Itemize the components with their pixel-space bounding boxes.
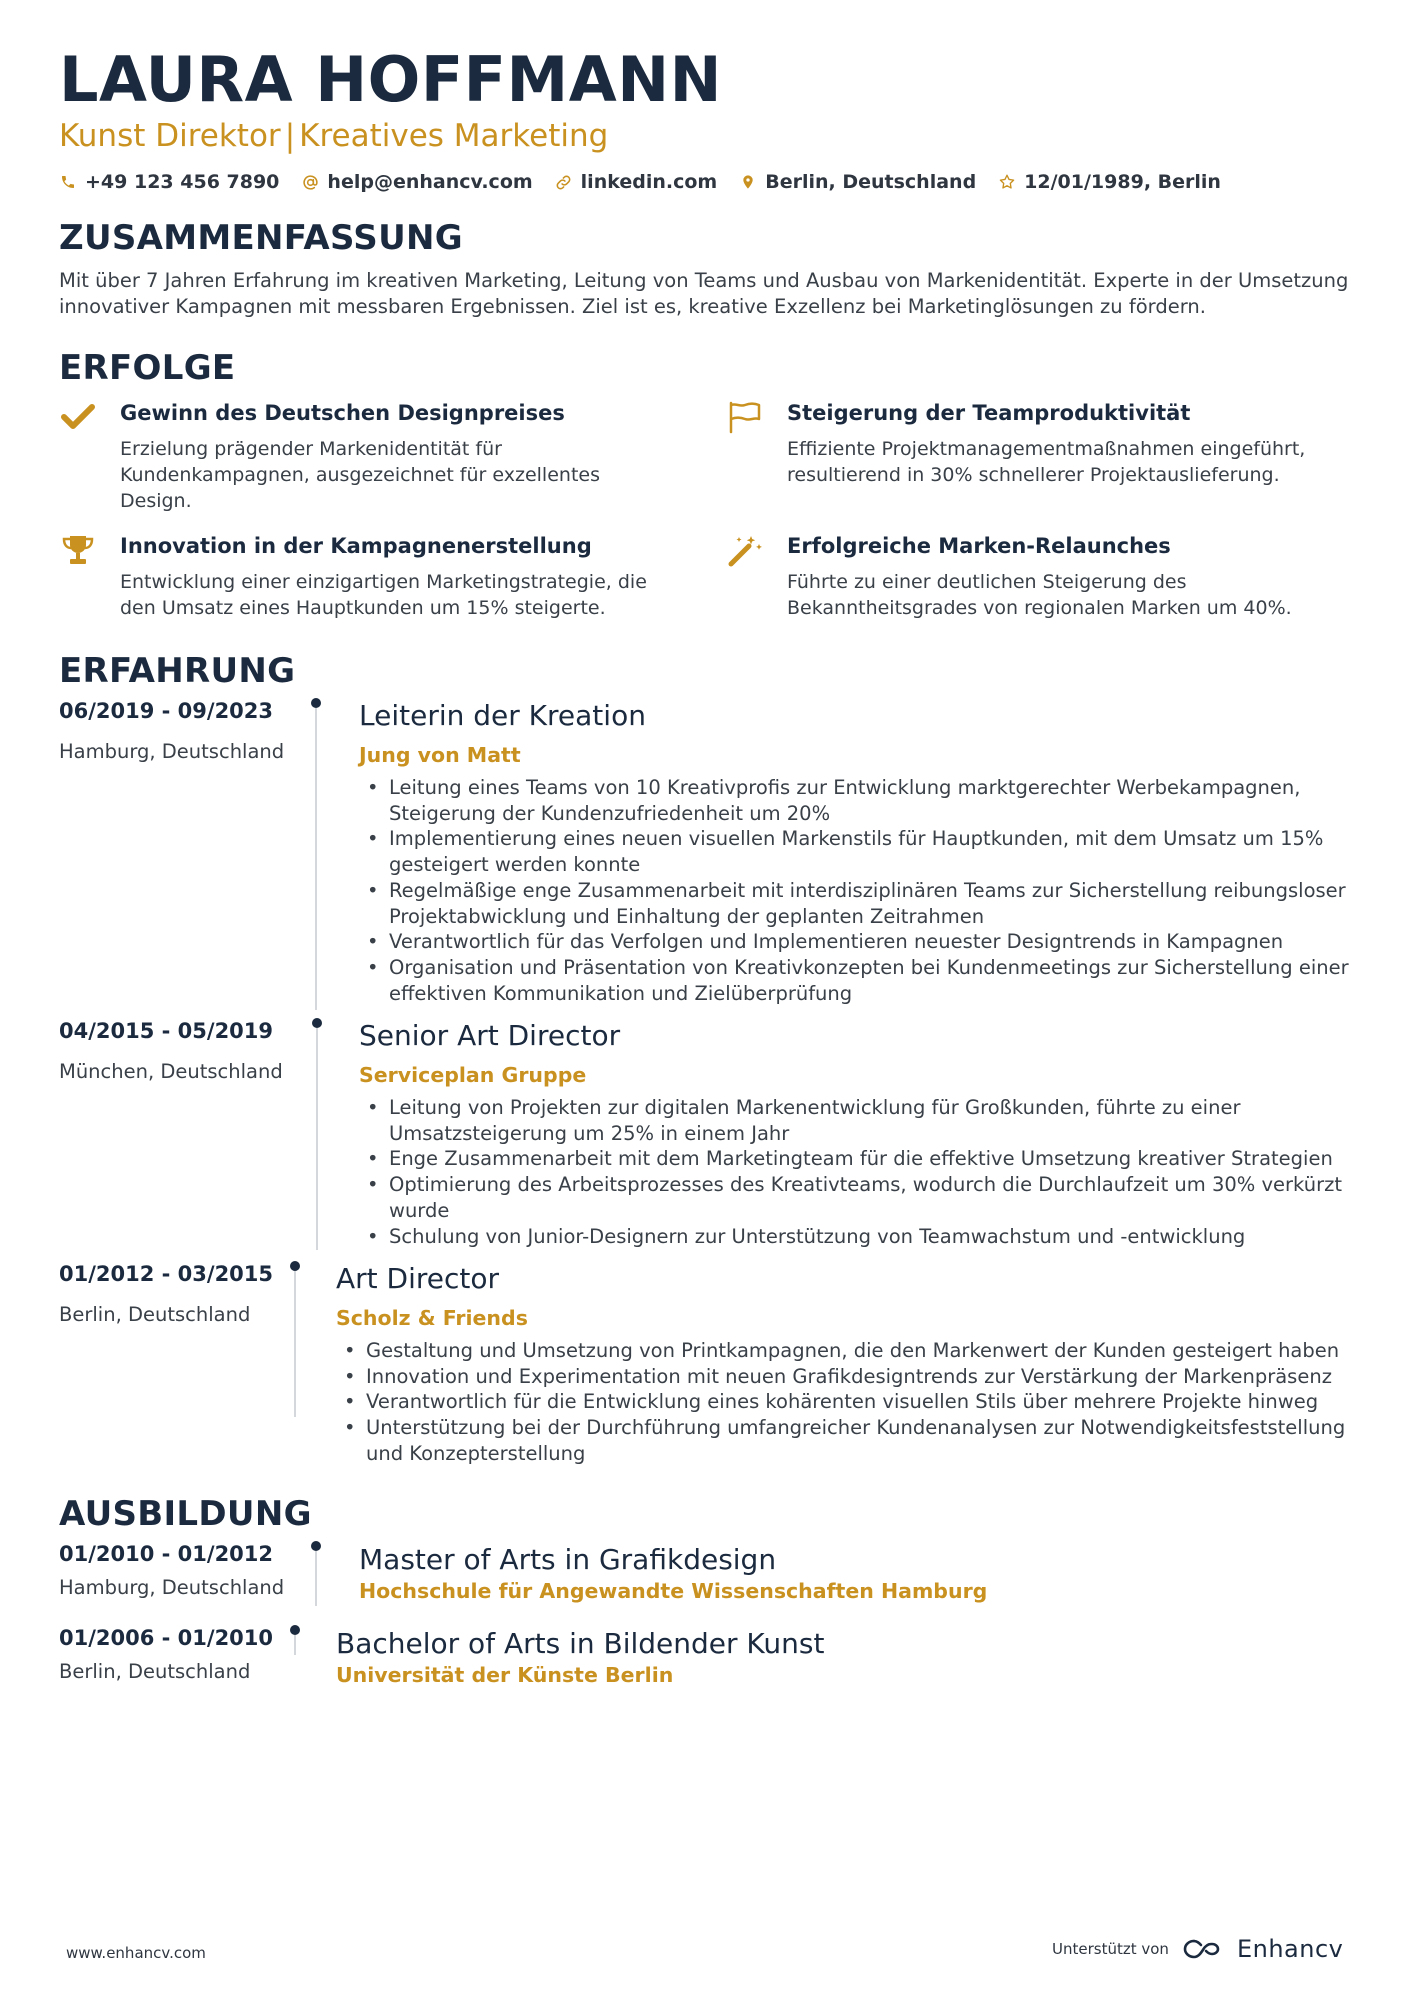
trophy-icon bbox=[60, 533, 96, 567]
footer-branding[interactable] bbox=[1052, 1935, 1343, 1963]
job-role: Art Director bbox=[336, 1262, 500, 1295]
achievement-description: Effiziente Projektmanagementmaßnahmen eingeführt, resultierend in 30% schnellerer Projektauslieferung. bbox=[787, 438, 1306, 486]
timeline-dot bbox=[290, 1625, 300, 1635]
education-school: Hochschule für Angewandte Wissenschaften Hamburg bbox=[359, 1579, 988, 1603]
timeline-line bbox=[316, 1028, 318, 1250]
timeline-dot bbox=[290, 1261, 300, 1271]
education-school: Universität der Künste Berlin bbox=[336, 1663, 674, 1687]
education-heading: AUSBILDUNG bbox=[59, 1494, 312, 1534]
job-date: 06/2019 - 09/2023 bbox=[59, 699, 274, 723]
job-bullet: • Organisation und Präsentation von Kreativkonzepten bei Kundenmeetings zur Sicherstellung einer effektiven Kommunikation und Zielüberprüfung bbox=[361, 955, 1371, 1006]
summary-text: Mit über 7 Jahren Erfahrung im kreativen Marketing, Leitung von Teams und Ausbau von Markenidentität. Experte in der Umsetzung innovativer Kampagnen mit messbaren Ergebnissen. Ziel ist es, kreative Exzellenz bei Marketinglösungen zu fördern. bbox=[59, 269, 1349, 318]
job-location: Hamburg, Deutschland bbox=[59, 740, 285, 763]
footer-powered-by: Unterstützt von bbox=[1052, 1940, 1169, 1958]
timeline-dot bbox=[312, 1018, 322, 1028]
headline-title-2: Kreatives Marketing bbox=[299, 118, 609, 154]
job-company: Scholz & Friends bbox=[336, 1306, 528, 1330]
job-bullet: • Optimierung des Arbeitsprozesses des Kreativteams, wodurch die Durchlaufzeit um 30% verkürzt wurde bbox=[361, 1172, 1371, 1223]
contact-linkedin[interactable] bbox=[555, 171, 718, 193]
job-location: Berlin, Deutschland bbox=[59, 1303, 251, 1326]
achievement-description: Führte zu einer deutlichen Steigerung des Bekanntheitsgrades von regionalen Marken um 40%. bbox=[787, 571, 1292, 619]
achievement-title: Innovation in der Kampagnenerstellung bbox=[120, 534, 592, 558]
contact-phone[interactable] bbox=[59, 171, 279, 193]
magic-wand-icon bbox=[727, 533, 763, 567]
location-pin-icon bbox=[739, 173, 757, 191]
education-location: Berlin, Deutschland bbox=[59, 1660, 251, 1683]
contact-email[interactable] bbox=[301, 171, 532, 193]
contact-phone-text: +49 123 456 7890 bbox=[85, 171, 280, 193]
link-icon bbox=[555, 173, 573, 191]
job-bullet: • Gestaltung und Umsetzung von Printkampagnen, die den Markenwert der Kunden gesteigert haben bbox=[338, 1338, 1378, 1364]
flag-icon bbox=[727, 400, 763, 434]
job-date: 04/2015 - 05/2019 bbox=[59, 1019, 274, 1043]
job-role: Leiterin der Kreation bbox=[359, 699, 646, 732]
education-date: 01/2006 - 01/2010 bbox=[59, 1626, 274, 1650]
timeline-dot bbox=[311, 698, 321, 708]
timeline-line bbox=[315, 1551, 317, 1606]
achievement-title: Gewinn des Deutschen Designpreises bbox=[120, 401, 565, 425]
timeline-line bbox=[315, 708, 317, 1010]
footer-website-link[interactable]: www.enhancv.com bbox=[66, 1944, 206, 1962]
job-location: München, Deutschland bbox=[59, 1060, 283, 1083]
job-company: Jung von Matt bbox=[359, 743, 521, 767]
candidate-name: LAURA HOFFMANN bbox=[59, 43, 722, 116]
job-bullet: • Schulung von Junior-Designern zur Unterstützung von Teamwachstum und -entwicklung bbox=[361, 1224, 1371, 1250]
achievement-description: Entwicklung einer einzigartigen Marketingstrategie, die den Umsatz eines Hauptkunden um 15% steigerte. bbox=[120, 571, 647, 619]
job-date: 01/2012 - 03/2015 bbox=[59, 1262, 274, 1286]
education-location: Hamburg, Deutschland bbox=[59, 1576, 285, 1599]
job-bullet: • Regelmäßige enge Zusammenarbeit mit interdisziplinären Teams zur Sicherstellung reibungsloser Projektabwicklung und Einhaltung der geplanten Zeitrahmen bbox=[361, 878, 1371, 929]
headline-title-1: Kunst Direktor bbox=[59, 118, 281, 154]
job-company: Serviceplan Gruppe bbox=[359, 1063, 587, 1087]
experience-heading: ERFAHRUNG bbox=[59, 651, 296, 691]
contact-bar bbox=[59, 168, 1243, 196]
job-bullet: • Implementierung eines neuen visuellen Markenstils für Hauptkunden, mit dem Umsatz um 15% gesteigert werden konnte bbox=[361, 826, 1371, 877]
enhancv-logo-icon bbox=[1181, 1936, 1227, 1962]
achievements-heading: ERFOLGE bbox=[59, 348, 236, 388]
job-bullets bbox=[361, 1095, 1371, 1249]
at-icon bbox=[301, 173, 319, 191]
achievement-title: Erfolgreiche Marken-Relaunches bbox=[787, 534, 1171, 558]
job-bullet: • Verantwortlich für die Entwicklung eines kohärenten visuellen Stils über mehrere Projekte hinweg bbox=[338, 1389, 1378, 1415]
education-degree: Master of Arts in Grafikdesign bbox=[359, 1543, 777, 1576]
job-bullet: • Leitung von Projekten zur digitalen Markenentwicklung für Großkunden, führte zu einer Umsatzsteigerung um 25% in einem Jahr bbox=[361, 1095, 1371, 1146]
achievement-description: Erzielung prägender Markenidentität für Kundenkampagnen, ausgezeichnet für exzellentes Design. bbox=[120, 438, 600, 512]
contact-location-text: Berlin, Deutschland bbox=[765, 171, 977, 193]
headline-separator: | bbox=[284, 118, 296, 154]
job-bullet: • Leitung eines Teams von 10 Kreativprofis zur Entwicklung marktgerechter Werbekampagnen, Steigerung der Kundenzufriedenheit um 20% bbox=[361, 775, 1371, 826]
timeline-line bbox=[294, 1271, 296, 1417]
achievement-title: Steigerung der Teamproduktivität bbox=[787, 401, 1191, 425]
phone-icon bbox=[59, 173, 77, 191]
job-bullet: • Verantwortlich für das Verfolgen und Implementieren neuester Designtrends in Kampagnen bbox=[361, 929, 1371, 955]
job-bullets bbox=[361, 775, 1371, 1006]
job-bullet: • Innovation und Experimentation mit neuen Grafikdesigntrends zur Verstärkung der Markenpräsenz bbox=[338, 1364, 1378, 1390]
candidate-headline bbox=[59, 116, 608, 156]
contact-birth-text: 12/01/1989, Berlin bbox=[1024, 171, 1221, 193]
timeline-line bbox=[294, 1635, 296, 1655]
contact-linkedin-text: linkedin.com bbox=[580, 171, 718, 193]
contact-email-text: help@enhancv.com bbox=[327, 171, 533, 193]
job-bullets bbox=[338, 1338, 1378, 1467]
timeline-dot bbox=[311, 1541, 321, 1551]
summary-heading: ZUSAMMENFASSUNG bbox=[59, 218, 463, 258]
checkmark-icon bbox=[60, 400, 96, 434]
contact-location bbox=[739, 171, 976, 193]
education-degree: Bachelor of Arts in Bildender Kunst bbox=[336, 1627, 825, 1660]
job-role: Senior Art Director bbox=[359, 1019, 621, 1052]
job-bullet: • Enge Zusammenarbeit mit dem Marketingteam für die effektive Umsetzung kreativer Strategien bbox=[361, 1146, 1371, 1172]
job-bullet: • Unterstützung bei der Durchführung umfangreicher Kundenanalysen zur Notwendigkeitsfeststellung und Konzepterstellung bbox=[338, 1415, 1378, 1466]
education-date: 01/2010 - 01/2012 bbox=[59, 1542, 274, 1566]
contact-birth bbox=[998, 171, 1221, 193]
star-icon bbox=[998, 173, 1016, 191]
enhancv-logo-text: Enhancv bbox=[1236, 1935, 1344, 1963]
